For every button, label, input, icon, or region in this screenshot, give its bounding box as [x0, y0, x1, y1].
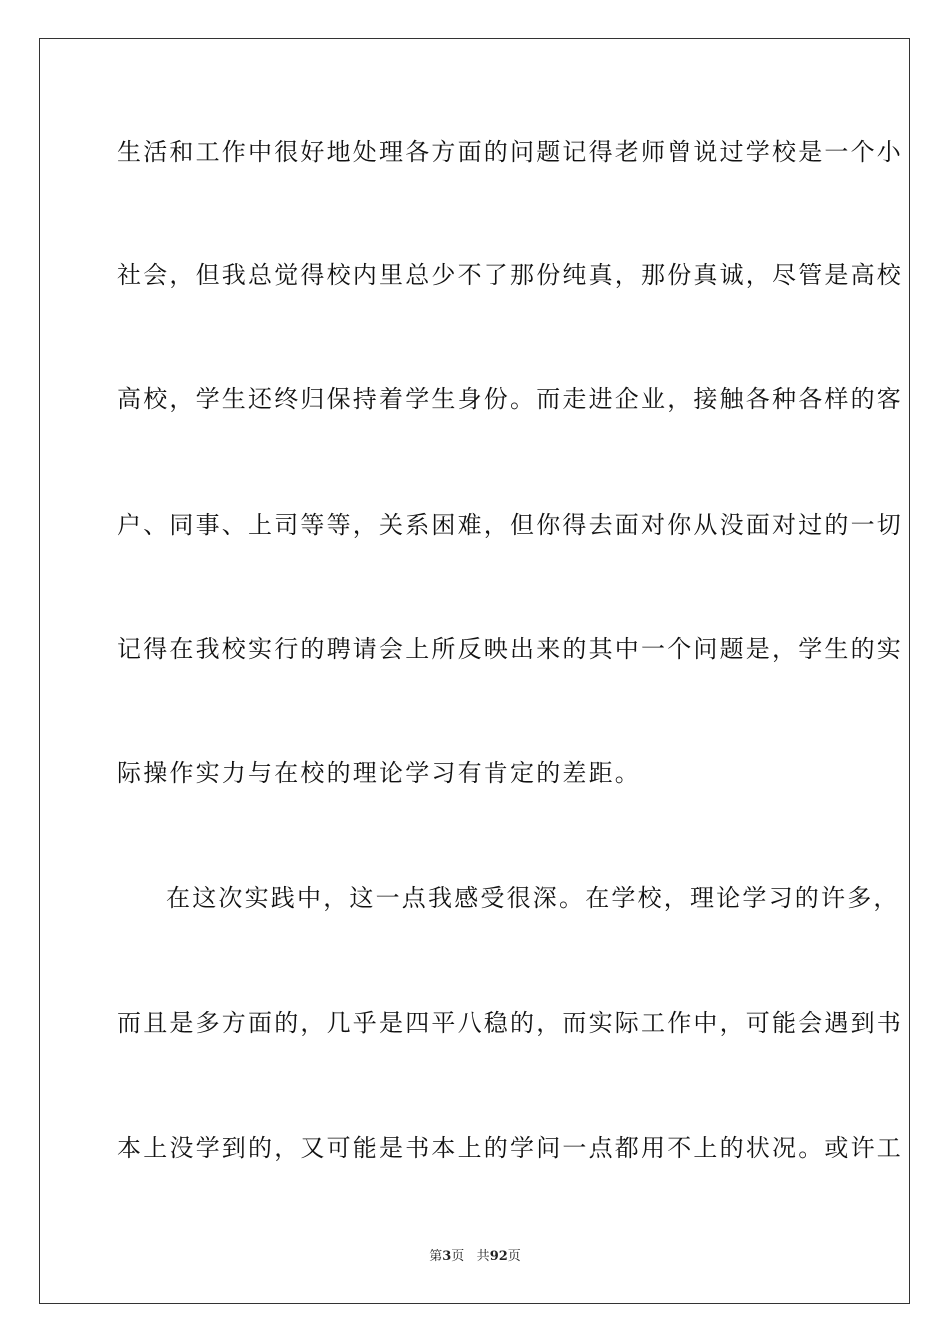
body-text-line-6: 际操作实力与在校的理论学习有肯定的差距。	[117, 759, 641, 787]
body-text-line-3: 高校，学生还终归保持着学生身份。而走进企业，接触各种各样的客	[117, 385, 903, 413]
page-border	[39, 38, 910, 1304]
page-number: 3	[442, 1249, 452, 1264]
page-suffix: 页	[451, 1249, 465, 1264]
body-text-line-4: 户、同事、上司等等，关系困难，但你得去面对你从没面对过的一切	[117, 511, 903, 539]
body-text-line-5: 记得在我校实行的聘请会上所反映出来的其中一个问题是，学生的实	[117, 635, 903, 663]
body-text-line-9: 本上没学到的，又可能是书本上的学问一点都用不上的状况。或许工	[117, 1134, 903, 1162]
body-text-line-8: 而且是多方面的，几乎是四平八稳的，而实际工作中，可能会遇到书	[117, 1009, 903, 1037]
body-text-line-2: 社会，但我总觉得校内里总少不了那份纯真，那份真诚，尽管是高校	[117, 261, 903, 289]
body-text-line-1: 生活和工作中很好地处理各方面的问题记得老师曾说过学校是一个小	[117, 138, 903, 166]
page-prefix: 第	[429, 1249, 443, 1264]
total-suffix: 页	[507, 1249, 521, 1264]
body-text-line-7: 在这次实践中，这一点我感受很深。在学校，理论学习的许多，	[166, 884, 900, 912]
page-footer	[0, 1248, 950, 1266]
total-pages: 92	[489, 1249, 508, 1264]
total-prefix: 共	[476, 1249, 490, 1264]
